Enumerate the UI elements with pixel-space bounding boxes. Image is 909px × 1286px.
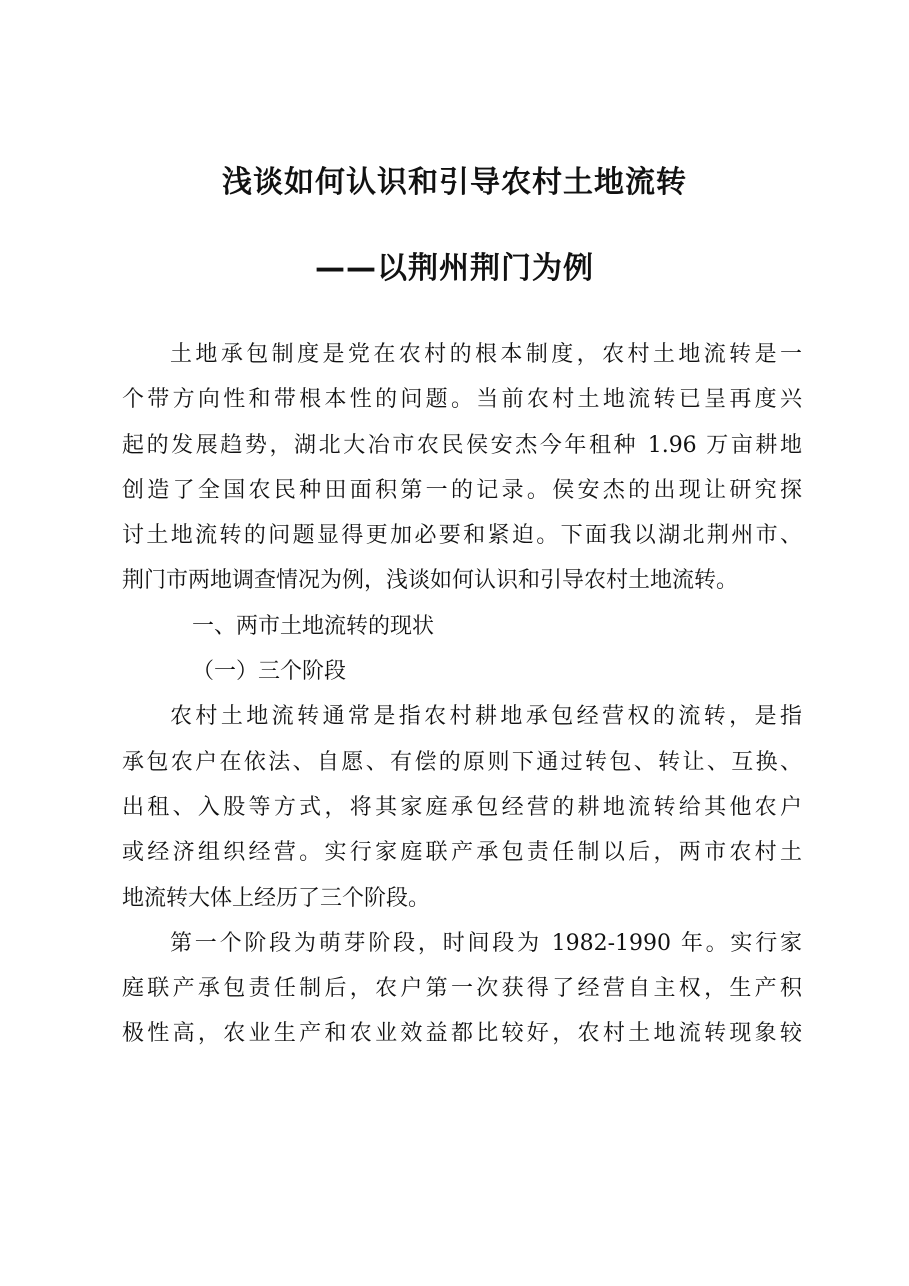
paragraph-line: 承包农户在依法、自愿、有偿的原则下通过转包、转让、互换、	[122, 749, 802, 775]
paragraph-line: 创造了全国农民种田面积第一的记录。侯安杰的出现让研究探	[122, 477, 802, 503]
paragraph-stage-one	[122, 921, 802, 1057]
section-heading: 一、两市土地流转的现状	[192, 613, 435, 639]
document-subtitle: ——以荆州荆门为例	[315, 251, 594, 286]
paragraph-intro	[122, 332, 802, 604]
paragraph-line: 个带方向性和带根本性的问题。当前农村土地流转已呈再度兴	[122, 387, 802, 413]
paragraph-definition	[122, 694, 802, 920]
paragraph-line: 或经济组织经营。实行家庭联产承包责任制以后，两市农村土	[122, 840, 802, 866]
paragraph-line: 土地承包制度是党在农村的根本制度，农村土地流转是一	[170, 342, 802, 367]
paragraph-line: 第一个阶段为萌芽阶段，时间段为 1982-1990 年。实行家	[170, 930, 802, 956]
paragraph-line: 地流转大体上经历了三个阶段。	[122, 885, 431, 911]
paragraph-line: 农村土地流转通常是指农村耕地承包经营权的流转，是指	[170, 704, 802, 730]
subsection-heading: （一）三个阶段	[192, 659, 347, 685]
document-title: 浅谈如何认识和引导农村土地流转	[222, 165, 687, 200]
paragraph-line: 出租、入股等方式，将其家庭承包经营的耕地流转给其他农户	[122, 794, 802, 820]
paragraph-line: 起的发展趋势，湖北大冶市农民侯安杰今年租种 1.96 万亩耕地	[122, 432, 802, 458]
paragraph-line: 庭联产承包责任制后，农户第一次获得了经营自主权，生产积	[122, 976, 802, 1002]
document-body	[122, 332, 802, 1057]
paragraph-line: 讨土地流转的问题显得更加必要和紧迫。下面我以湖北荆州市、	[122, 523, 802, 549]
paragraph-line: 荆门市两地调查情况为例，浅谈如何认识和引导农村土地流转。	[122, 568, 739, 594]
paragraph-line: 极性高，农业生产和农业效益都比较好，农村土地流转现象较	[122, 1021, 802, 1047]
